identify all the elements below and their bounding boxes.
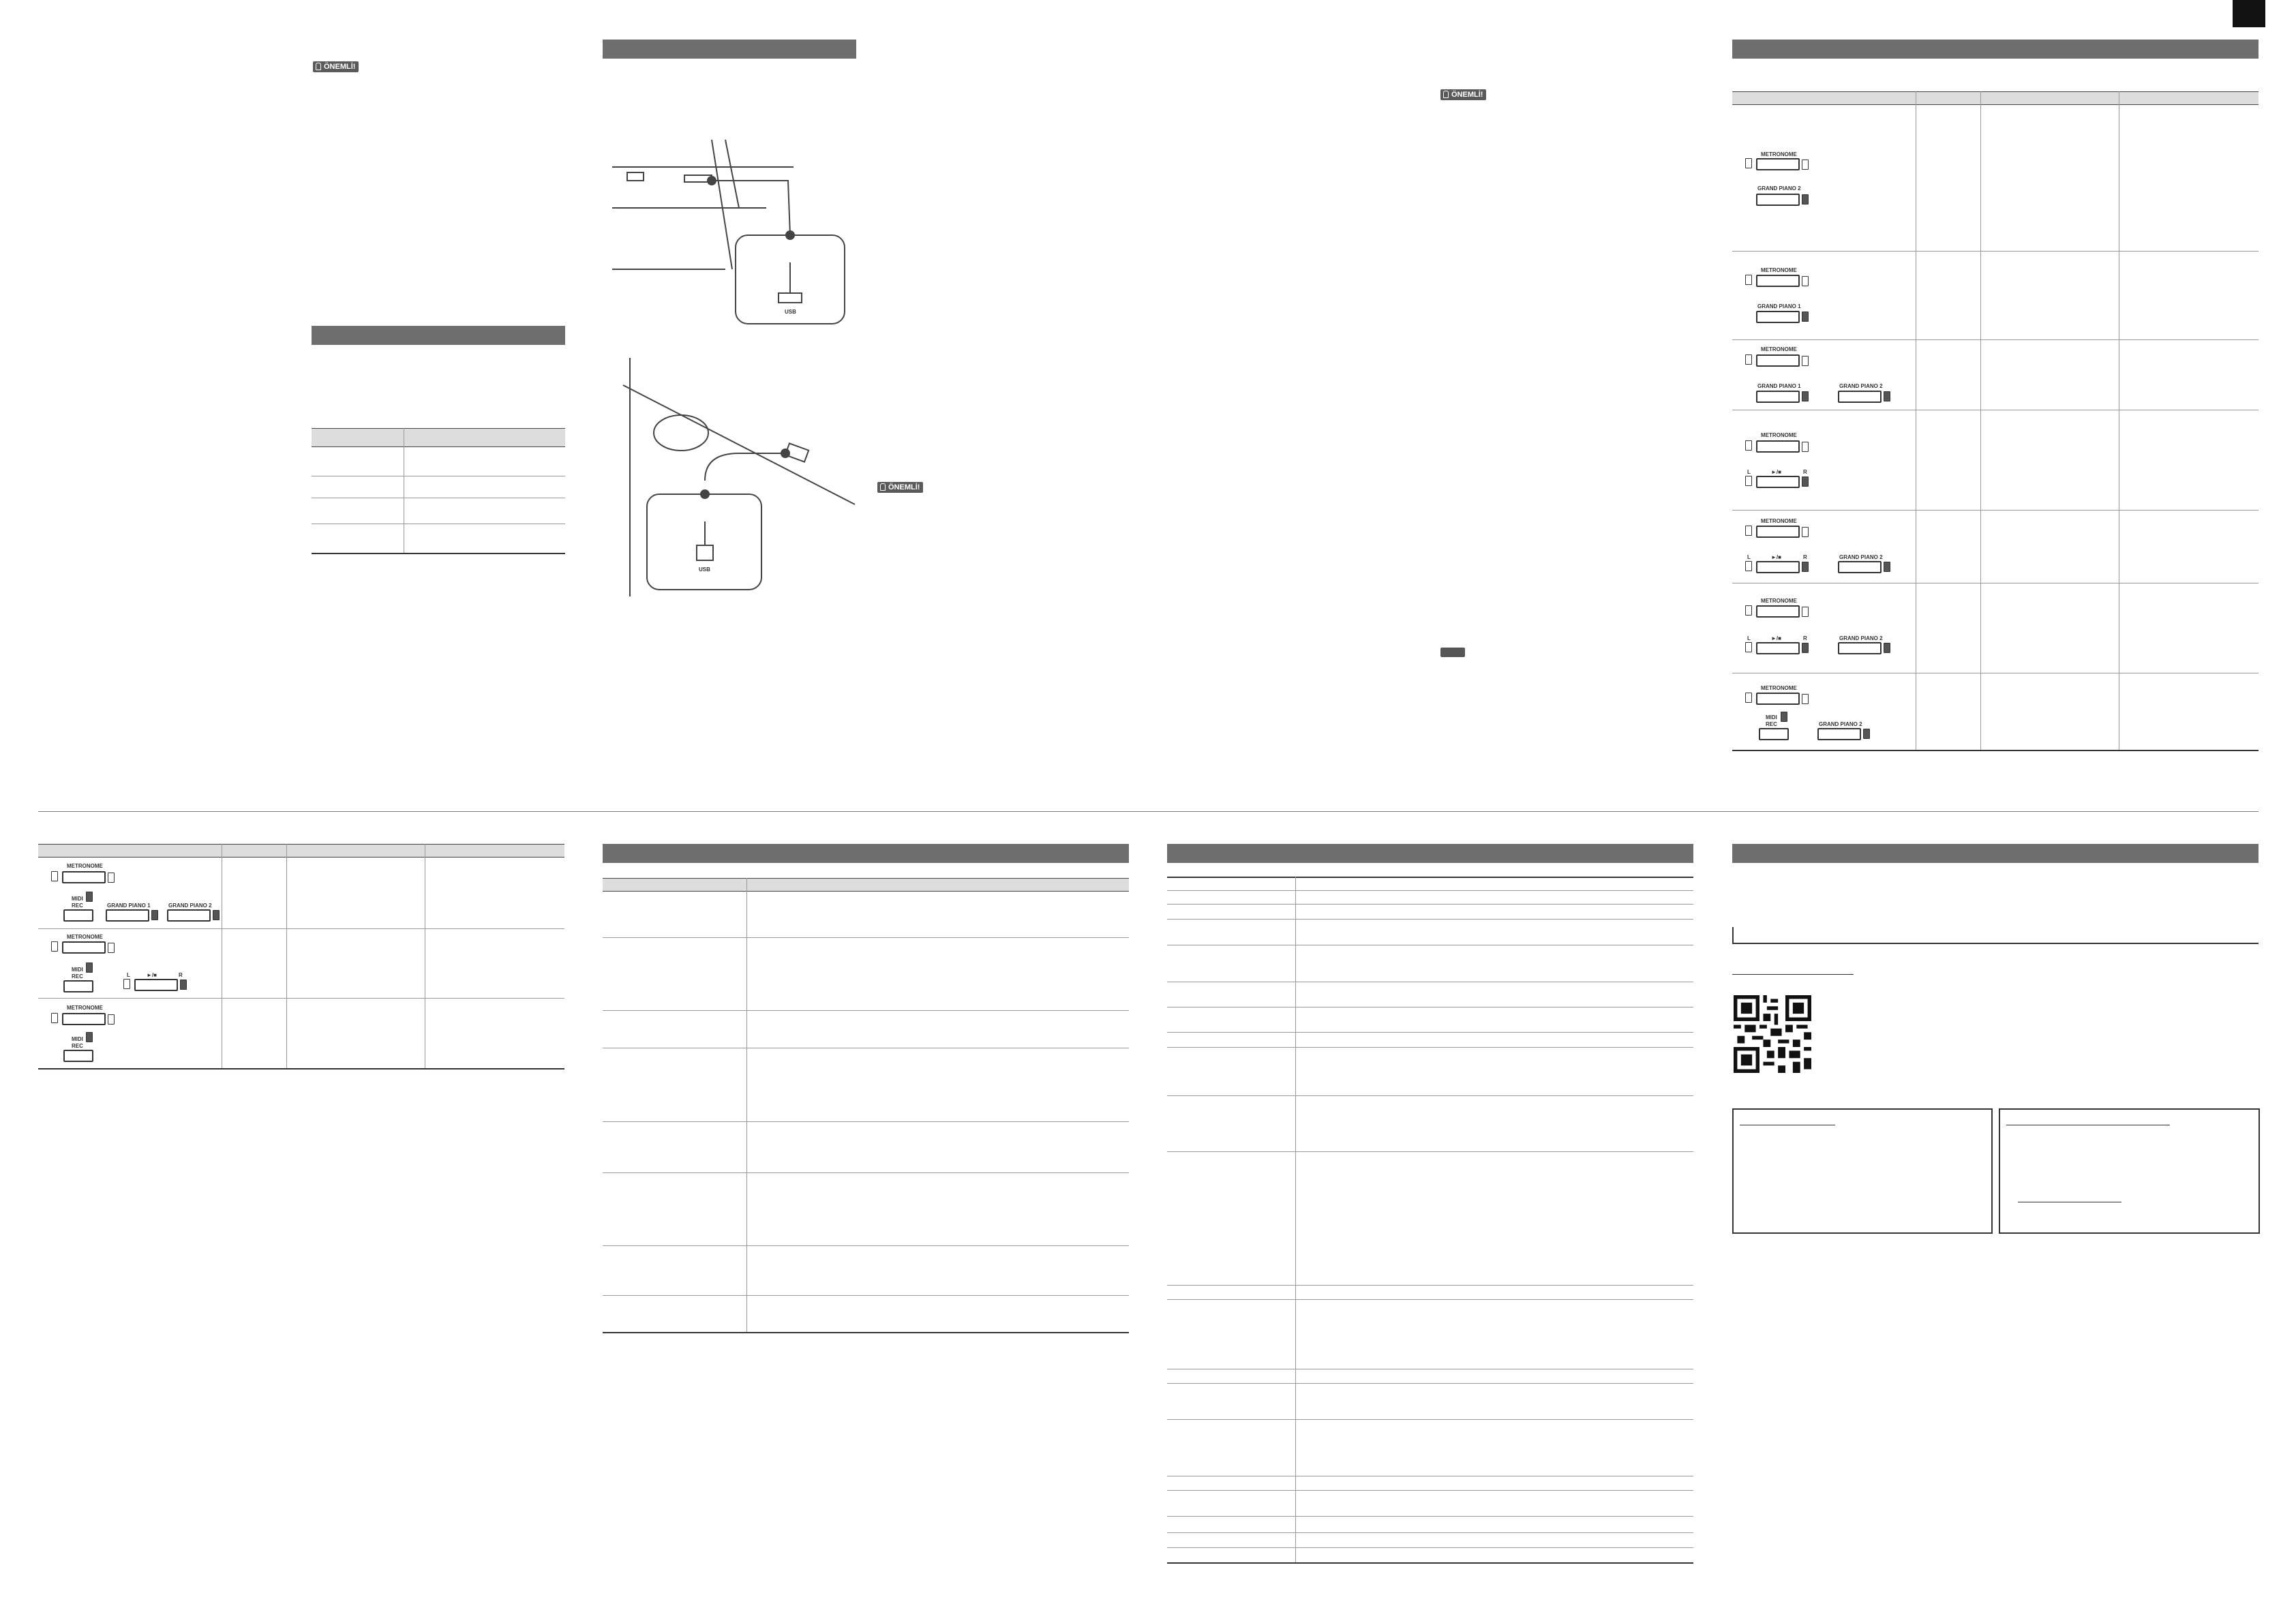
table-bottom-line <box>1167 1562 1693 1564</box>
grand-piano-2-label: GRAND PIANO 2 <box>1839 635 1883 641</box>
grand-piano-2-label: GRAND PIANO 2 <box>1819 721 1862 727</box>
grand-piano-2-led <box>1863 729 1870 739</box>
metronome-led <box>1745 354 1752 365</box>
right-label: R <box>179 972 183 978</box>
metronome-label: METRONOME <box>1761 432 1797 438</box>
left-led <box>1745 476 1752 486</box>
rec-button-graphic <box>63 909 93 922</box>
right-led <box>1802 643 1809 653</box>
grand-piano-2-led <box>1884 562 1890 572</box>
metronome-button-graphic <box>1756 440 1800 453</box>
table-row-line <box>1167 1383 1693 1384</box>
table-row-line <box>603 937 1129 938</box>
metronome-label: METRONOME <box>1761 346 1797 352</box>
important-note-badge: ÖNEMLİ! <box>877 482 923 493</box>
grand-piano-1-led <box>151 910 158 920</box>
metronome-label: METRONOME <box>1761 598 1797 604</box>
right-led <box>1802 562 1809 572</box>
right-label: R <box>1803 635 1807 641</box>
grand-piano-2-button-graphic <box>1756 194 1800 206</box>
metronome-led <box>51 941 58 952</box>
hint-icon <box>1440 648 1465 657</box>
indicator-led <box>108 1014 115 1025</box>
table-row-line <box>603 1172 1129 1173</box>
grand-piano-2-label: GRAND PIANO 2 <box>1839 383 1883 389</box>
rec-button-graphic <box>63 1050 93 1062</box>
table-row-line <box>1167 890 1693 891</box>
midi-label: MIDI <box>72 967 83 973</box>
play-stop-label: ►/■ <box>1771 469 1781 475</box>
subsection-rule-tick <box>1732 927 1734 943</box>
page-tab-marker <box>2233 0 2265 27</box>
metronome-led <box>1745 275 1752 285</box>
important-note-badge: ÖNEMLİ! <box>1440 89 1486 100</box>
left-label: L <box>1747 635 1751 641</box>
grand-piano-1-label: GRAND PIANO 1 <box>1757 383 1801 389</box>
metronome-label: METRONOME <box>1761 518 1797 524</box>
rec-button-graphic <box>63 980 93 992</box>
metronome-label: METRONOME <box>1761 151 1797 157</box>
grand-piano-1-label: GRAND PIANO 1 <box>107 902 151 909</box>
indicator-led <box>1802 527 1809 537</box>
grand-piano-2-button-graphic <box>167 909 211 922</box>
right-label: R <box>1803 469 1807 475</box>
play-stop-button-graphic <box>1756 642 1800 654</box>
indicator-led <box>108 943 115 953</box>
table-divider <box>1980 91 1981 751</box>
left-led <box>123 979 130 989</box>
metronome-button-graphic <box>1756 354 1800 367</box>
grand-piano-2-button-graphic <box>1838 642 1882 654</box>
table-bottom-line <box>38 1068 564 1070</box>
important-note-badge: ÖNEMLİ! <box>313 61 359 72</box>
midi-label: MIDI <box>72 896 83 902</box>
table-row-line <box>1167 1095 1693 1096</box>
metronome-led <box>51 871 58 881</box>
qr-code-image <box>1734 995 1811 1073</box>
play-stop-label: ►/■ <box>1771 554 1781 560</box>
left-led <box>1745 561 1752 571</box>
section-header-bar <box>1732 844 2259 863</box>
table-row-line <box>38 928 564 929</box>
metronome-button-graphic <box>62 1013 106 1025</box>
table-header <box>603 878 1129 892</box>
metronome-button-graphic <box>1756 158 1800 170</box>
table-bottom-line <box>603 1332 1129 1333</box>
midi-led <box>86 892 93 902</box>
indicator-led <box>1802 694 1809 704</box>
midi-label: MIDI <box>72 1036 83 1042</box>
metronome-led <box>51 1013 58 1023</box>
table-row-line <box>1167 1299 1693 1300</box>
metronome-led <box>1745 440 1752 451</box>
rec-label: REC <box>72 902 83 909</box>
metronome-label: METRONOME <box>1761 685 1797 691</box>
indicator-led <box>1802 356 1809 366</box>
table-row-line <box>1732 510 2259 511</box>
grand-piano-1-label: GRAND PIANO 1 <box>1757 303 1801 309</box>
left-label: L <box>1747 554 1751 560</box>
table-row-line <box>1167 1547 1693 1548</box>
table-row-line <box>603 1010 1129 1011</box>
table-row-line <box>1167 1151 1693 1152</box>
table-row-line <box>1167 1490 1693 1491</box>
metronome-label: METRONOME <box>1761 267 1797 273</box>
metronome-button-graphic <box>62 941 106 954</box>
grand-piano-2-led <box>1884 643 1890 653</box>
play-stop-label: ►/■ <box>147 972 157 978</box>
info-box-left <box>1732 1108 1993 1234</box>
table-header <box>1732 91 2259 105</box>
indicator-led <box>108 873 115 883</box>
table-row-line <box>603 1295 1129 1296</box>
left-led <box>1745 642 1752 652</box>
grand-piano-2-button-graphic <box>1838 561 1882 573</box>
section-header-bar <box>1167 844 1693 863</box>
section-header-bar <box>603 844 1129 863</box>
left-label: L <box>1747 469 1751 475</box>
table-header <box>312 428 565 447</box>
grand-piano-2-button-graphic <box>1838 391 1882 403</box>
table-row-line <box>1167 904 1693 905</box>
rec-label: REC <box>1766 721 1777 727</box>
metronome-label: METRONOME <box>67 863 103 869</box>
page-fold-line <box>38 811 2259 812</box>
table-row-line <box>1167 1047 1693 1048</box>
table-top-line <box>1167 877 1693 878</box>
metronome-button-graphic <box>1756 526 1800 538</box>
midi-led <box>86 962 93 973</box>
rec-button-graphic <box>1759 728 1789 740</box>
grand-piano-2-label: GRAND PIANO 2 <box>1839 554 1883 560</box>
right-led <box>1802 476 1809 487</box>
metronome-led <box>1745 693 1752 703</box>
table-row-line <box>1167 919 1693 920</box>
play-stop-label: ►/■ <box>1771 635 1781 641</box>
grand-piano-1-button-graphic <box>1756 391 1800 403</box>
metronome-button-graphic <box>1756 605 1800 618</box>
left-label: L <box>127 972 130 978</box>
subsection-rule <box>1732 943 2259 944</box>
grand-piano-2-button-graphic <box>1817 728 1861 740</box>
table-header <box>38 844 564 858</box>
midi-led <box>1781 712 1787 722</box>
table-bottom-line <box>1732 750 2259 751</box>
grand-piano-2-led <box>213 910 220 920</box>
play-stop-button-graphic <box>1756 561 1800 573</box>
table-row-line <box>1732 251 2259 252</box>
midi-led <box>86 1032 93 1042</box>
grand-piano-1-button-graphic <box>1756 311 1800 323</box>
midi-label: MIDI <box>1766 714 1777 721</box>
table-row-line <box>1167 1516 1693 1517</box>
grand-piano-2-led <box>1802 194 1809 204</box>
metronome-button-graphic <box>62 871 106 883</box>
metronome-button-graphic <box>1756 275 1800 287</box>
table-divider <box>1295 877 1296 1563</box>
indicator-led <box>1802 276 1809 286</box>
usb-port-label-bottom: USB <box>699 566 710 573</box>
table-divider <box>286 844 287 1069</box>
table-row-line <box>1732 339 2259 340</box>
indicator-led <box>1802 442 1809 452</box>
table-row-line <box>1167 1532 1693 1533</box>
play-stop-button-graphic <box>134 979 178 991</box>
grand-piano-1-button-graphic <box>106 909 149 922</box>
rec-label: REC <box>72 1043 83 1049</box>
metronome-label: METRONOME <box>67 934 103 940</box>
usb-port-label-top: USB <box>785 309 796 315</box>
right-led <box>180 980 187 990</box>
metronome-led <box>1745 526 1752 536</box>
link-underline <box>1732 974 1854 975</box>
grand-piano-2-label: GRAND PIANO 2 <box>168 902 212 909</box>
table-row-line <box>603 1121 1129 1122</box>
indicator-led <box>1802 607 1809 617</box>
rec-label: REC <box>72 973 83 980</box>
usb-connection-illustration <box>603 133 862 596</box>
grand-piano-2-label: GRAND PIANO 2 <box>1757 185 1801 192</box>
metronome-led <box>1745 605 1752 616</box>
table-bottom-line <box>312 553 565 554</box>
table-row-line <box>603 1245 1129 1246</box>
metronome-button-graphic <box>1756 693 1800 705</box>
section-header-bar <box>312 326 565 345</box>
table-row-line <box>38 998 564 999</box>
metronome-label: METRONOME <box>67 1005 103 1011</box>
grand-piano-1-led <box>1802 391 1809 401</box>
right-label: R <box>1803 554 1807 560</box>
table-row-line <box>1167 1419 1693 1420</box>
table-row-line <box>1167 1285 1693 1286</box>
grand-piano-1-led <box>1802 312 1809 322</box>
metronome-led <box>1745 158 1752 168</box>
section-header-bar <box>603 40 856 59</box>
section-header-bar <box>1732 40 2259 59</box>
info-box-right <box>1999 1108 2260 1234</box>
grand-piano-2-led <box>1884 391 1890 401</box>
indicator-led <box>1802 160 1809 170</box>
table-row-line <box>1167 1032 1693 1033</box>
table-divider <box>746 878 747 1333</box>
play-stop-button-graphic <box>1756 476 1800 488</box>
